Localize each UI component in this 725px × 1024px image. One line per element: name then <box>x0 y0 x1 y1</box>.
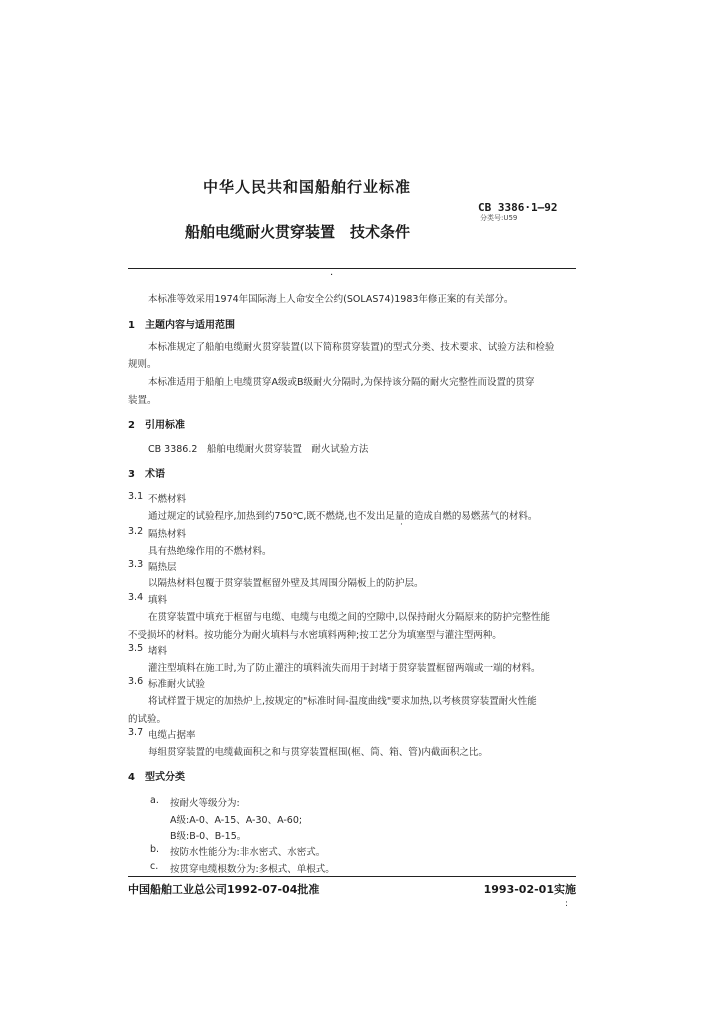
term-3-4-title: 填料 <box>148 595 168 606</box>
scan-speck: : <box>565 899 569 909</box>
standard-category-title: 中华人民共和国船舶行业标准 <box>203 178 412 196</box>
term-3-1-title: 不燃材料 <box>148 494 187 505</box>
term-3-4-definition-line-2: 不受损坏的材料。按功能分为耐火填料与水密填料两种;按工艺分为填塞型与灌注型两种。 <box>128 630 502 641</box>
list-item-a-label: a. <box>150 795 159 806</box>
effective-date: 1993-02-01实施 <box>483 883 576 896</box>
term-3-3-definition: 以隔热材料包覆于贯穿装置框留外壁及其周围分隔板上的防护层。 <box>148 578 424 589</box>
referenced-standard: CB 3386.2 船舶电缆耐火贯穿装置 耐火试验方法 <box>148 444 369 455</box>
section-1-heading: 1 主题内容与适用范围 <box>128 320 235 331</box>
term-3-7-title: 电缆占据率 <box>148 730 196 741</box>
term-3-2-definition: 具有热绝缘作用的不燃材料。 <box>148 546 272 557</box>
section-4-heading: 4 型式分类 <box>128 772 185 783</box>
approval-date: 中国船舶工业总公司1992-07-04批准 <box>128 883 320 896</box>
term-3-6-definition-line-1: 将试样置于规定的加热炉上,按规定的"标准时间-温度曲线"要求加热,以考核贯穿装置耐火性能 <box>148 696 537 707</box>
term-3-3-title: 隔热层 <box>148 562 177 573</box>
term-3-2-number: 3.2 <box>128 526 144 537</box>
section-1-paragraph-1-line-1: 本标准规定了船舶电缆耐火贯穿装置(以下简称贯穿装置)的型式分类、技术要求、试验方法和检验 <box>148 342 555 353</box>
list-item-a-grade-b: B级:B-0、B-15。 <box>170 831 247 842</box>
section-3-heading: 3 术语 <box>128 469 165 480</box>
term-3-5-title: 堵料 <box>148 646 168 657</box>
section-1-paragraph-2-line-2: 装置。 <box>128 395 157 406</box>
section-1-paragraph-1-line-2: 规则。 <box>128 359 157 370</box>
list-item-a-text: 按耐火等级分为: <box>170 798 240 809</box>
list-item-c-text: 按贯穿电缆根数分为:多根式、单根式。 <box>170 864 335 875</box>
intro-paragraph: 本标准等效采用1974年国际海上人命安全公约(SOLAS74)1983年修正案的有关部分。 <box>148 294 514 305</box>
term-3-5-definition: 灌注型填料在施工时,为了防止灌注的填料流失而用于封堵于贯穿装置框留两端或一端的材料。 <box>148 663 541 674</box>
list-item-b-label: b. <box>150 844 160 855</box>
section-1-paragraph-2-line-1: 本标准适用于船舶上电缆贯穿A级或B级耐火分隔时,为保持该分隔的耐火完整性而设置的贯穿 <box>148 377 535 388</box>
term-3-4-number: 3.4 <box>128 592 144 603</box>
scan-speck: · <box>330 270 334 281</box>
footer-divider <box>128 876 576 877</box>
term-3-7-number: 3.7 <box>128 727 144 738</box>
classification-code: 分类号:U59 <box>480 214 518 222</box>
list-item-b-text: 按防水性能分为:非水密式、水密式。 <box>170 847 326 858</box>
section-2-heading: 2 引用标准 <box>128 420 185 431</box>
term-3-6-title: 标准耐火试验 <box>148 679 206 690</box>
term-3-2-title: 隔热材料 <box>148 529 187 540</box>
term-3-6-number: 3.6 <box>128 676 144 687</box>
term-3-5-number: 3.5 <box>128 643 144 654</box>
header-divider <box>128 268 576 269</box>
document-title: 船舶电缆耐火贯穿装置 技术条件 <box>185 223 411 241</box>
term-3-1-number: 3.1 <box>128 491 144 502</box>
term-3-4-definition-line-1: 在贯穿装置中填充于框留与电缆、电缆与电缆之间的空隙中,以保持耐火分隔原来的防护完整性能 <box>148 612 551 623</box>
standard-code: CB 3386·1—92 <box>478 201 558 214</box>
list-item-a-grade-a: A级:A-0、A-15、A-30、A-60; <box>170 815 303 826</box>
term-3-6-definition-line-2: 的试验。 <box>128 714 167 725</box>
list-item-c-label: c. <box>150 861 159 872</box>
term-3-7-definition: 每组贯穿装置的电缆截面积之和与贯穿装置框围(框、筒、箱、管)内截面积之比。 <box>148 747 488 758</box>
term-3-1-definition: 通过规定的试验程序,加热到约750℃,既不燃烧,也不发出足量的造成自燃的易燃蒸气的材料。 <box>148 511 538 522</box>
term-3-3-number: 3.3 <box>128 559 144 570</box>
scan-speck: · <box>400 520 403 530</box>
